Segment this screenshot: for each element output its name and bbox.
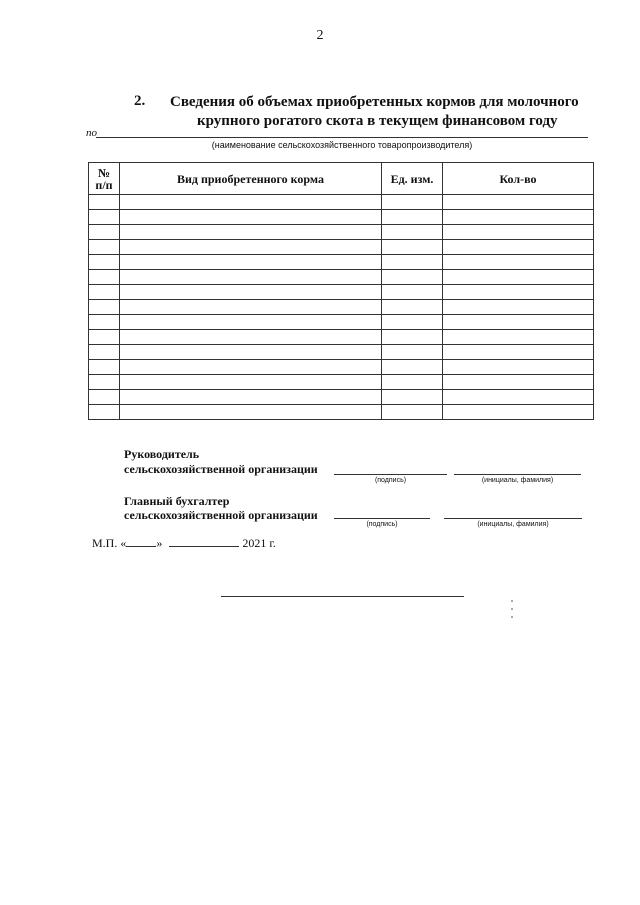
cell-feed-type[interactable] [120, 315, 382, 330]
cell-feed-type[interactable] [120, 225, 382, 240]
cell-feed-type[interactable] [120, 360, 382, 375]
cell-number[interactable] [89, 225, 120, 240]
feed-table [88, 162, 594, 420]
cell-unit[interactable] [382, 345, 443, 360]
table-row [89, 375, 594, 390]
table-row [89, 330, 594, 345]
cell-number[interactable] [89, 315, 120, 330]
cell-unit[interactable] [382, 285, 443, 300]
header-quantity: Кол-во [443, 163, 594, 195]
cell-number[interactable] [89, 270, 120, 285]
cell-number[interactable] [89, 390, 120, 405]
table-row [89, 270, 594, 285]
cell-unit[interactable] [382, 225, 443, 240]
cell-number[interactable] [89, 195, 120, 210]
cell-number[interactable] [89, 255, 120, 270]
scan-speck [511, 600, 513, 602]
cell-quantity[interactable] [443, 330, 594, 345]
accountant-signature-field[interactable] [334, 518, 430, 519]
head-name-field[interactable] [454, 474, 581, 475]
accountant-organization: сельскохозяйственной организации [124, 508, 318, 522]
cell-feed-type[interactable] [120, 285, 382, 300]
cell-number[interactable] [89, 300, 120, 315]
accountant-name-field[interactable] [444, 518, 582, 519]
cell-unit[interactable] [382, 315, 443, 330]
table-row [89, 315, 594, 330]
cell-feed-type[interactable] [120, 330, 382, 345]
cell-quantity[interactable] [443, 405, 594, 420]
table-row [89, 240, 594, 255]
table-row [89, 360, 594, 375]
header-feed-type: Вид приобретенного корма [120, 163, 382, 195]
cell-unit[interactable] [382, 240, 443, 255]
cell-feed-type[interactable] [120, 390, 382, 405]
producer-caption: (наименование сельскохозяйственного товаропроизводителя) [211, 140, 473, 150]
stamp-year: 2021 г. [242, 536, 276, 550]
table-row [89, 405, 594, 420]
cell-number[interactable] [89, 360, 120, 375]
cell-unit[interactable] [382, 375, 443, 390]
producer-name-field[interactable] [96, 137, 588, 138]
table-row [89, 390, 594, 405]
cell-number[interactable] [89, 210, 120, 225]
table-row [89, 210, 594, 225]
cell-unit[interactable] [382, 405, 443, 420]
cell-number[interactable] [89, 345, 120, 360]
cell-number[interactable] [89, 330, 120, 345]
accountant-name-caption: (инициалы, фамилия) [477, 521, 549, 528]
cell-number[interactable] [89, 375, 120, 390]
header-number-line-2: п/п [95, 177, 113, 192]
cell-feed-type[interactable] [120, 345, 382, 360]
header-number-line-1: № [97, 165, 111, 180]
cell-feed-type[interactable] [120, 210, 382, 225]
cell-feed-type[interactable] [120, 195, 382, 210]
cell-quantity[interactable] [443, 390, 594, 405]
cell-feed-type[interactable] [120, 405, 382, 420]
stamp-quote-close: » [156, 536, 163, 550]
head-title: Руководитель [124, 447, 200, 461]
accountant-signature-caption: (подпись) [366, 521, 398, 528]
cell-quantity[interactable] [443, 195, 594, 210]
day-field[interactable] [126, 536, 156, 547]
cell-quantity[interactable] [443, 270, 594, 285]
cell-number[interactable] [89, 405, 120, 420]
table-row [89, 285, 594, 300]
section-number: 2. [134, 93, 146, 109]
cell-quantity[interactable] [443, 345, 594, 360]
cell-feed-type[interactable] [120, 270, 382, 285]
cell-unit[interactable] [382, 195, 443, 210]
header-number [89, 163, 120, 195]
table-body [89, 195, 594, 420]
cell-unit[interactable] [382, 270, 443, 285]
cell-number[interactable] [89, 240, 120, 255]
head-signature-caption: (подпись) [374, 477, 407, 484]
cell-quantity[interactable] [443, 210, 594, 225]
cell-quantity[interactable] [443, 375, 594, 390]
cell-feed-type[interactable] [120, 240, 382, 255]
cell-quantity[interactable] [443, 255, 594, 270]
cell-feed-type[interactable] [120, 375, 382, 390]
cell-unit[interactable] [382, 390, 443, 405]
producer-prefix: по [86, 127, 97, 139]
header-unit: Ед. изм. [382, 163, 443, 195]
cell-quantity[interactable] [443, 300, 594, 315]
cell-feed-type[interactable] [120, 255, 382, 270]
table-row [89, 195, 594, 210]
cell-unit[interactable] [382, 330, 443, 345]
closing-rule [221, 596, 464, 597]
stamp-date-line [92, 536, 276, 551]
table-row [89, 255, 594, 270]
cell-unit[interactable] [382, 210, 443, 225]
month-field[interactable] [169, 536, 239, 547]
scan-speck [511, 616, 513, 618]
cell-unit[interactable] [382, 300, 443, 315]
cell-feed-type[interactable] [120, 300, 382, 315]
section-title [170, 93, 600, 131]
table-row [89, 225, 594, 240]
page-number: 2 [316, 28, 324, 43]
head-signature-field[interactable] [334, 474, 447, 475]
cell-number[interactable] [89, 285, 120, 300]
head-name-caption: (инициалы, фамилия) [481, 477, 554, 484]
table-row [89, 345, 594, 360]
head-organization: сельскохозяйственной организации [124, 462, 318, 476]
scan-speck [511, 608, 513, 610]
cell-quantity[interactable] [443, 240, 594, 255]
cell-quantity[interactable] [443, 360, 594, 375]
cell-quantity[interactable] [443, 285, 594, 300]
cell-quantity[interactable] [443, 315, 594, 330]
section-title-line-1: Сведения об объемах приобретенных кормов для молочного [170, 94, 579, 110]
section-title-line-2: крупного рогатого скота в текущем финансовом году [197, 113, 558, 129]
accountant-title: Главный бухгалтер [124, 494, 230, 508]
cell-unit[interactable] [382, 360, 443, 375]
stamp-label: М.П. « [92, 536, 127, 550]
cell-quantity[interactable] [443, 225, 594, 240]
table-header-row [89, 163, 594, 195]
cell-unit[interactable] [382, 255, 443, 270]
table-row [89, 300, 594, 315]
